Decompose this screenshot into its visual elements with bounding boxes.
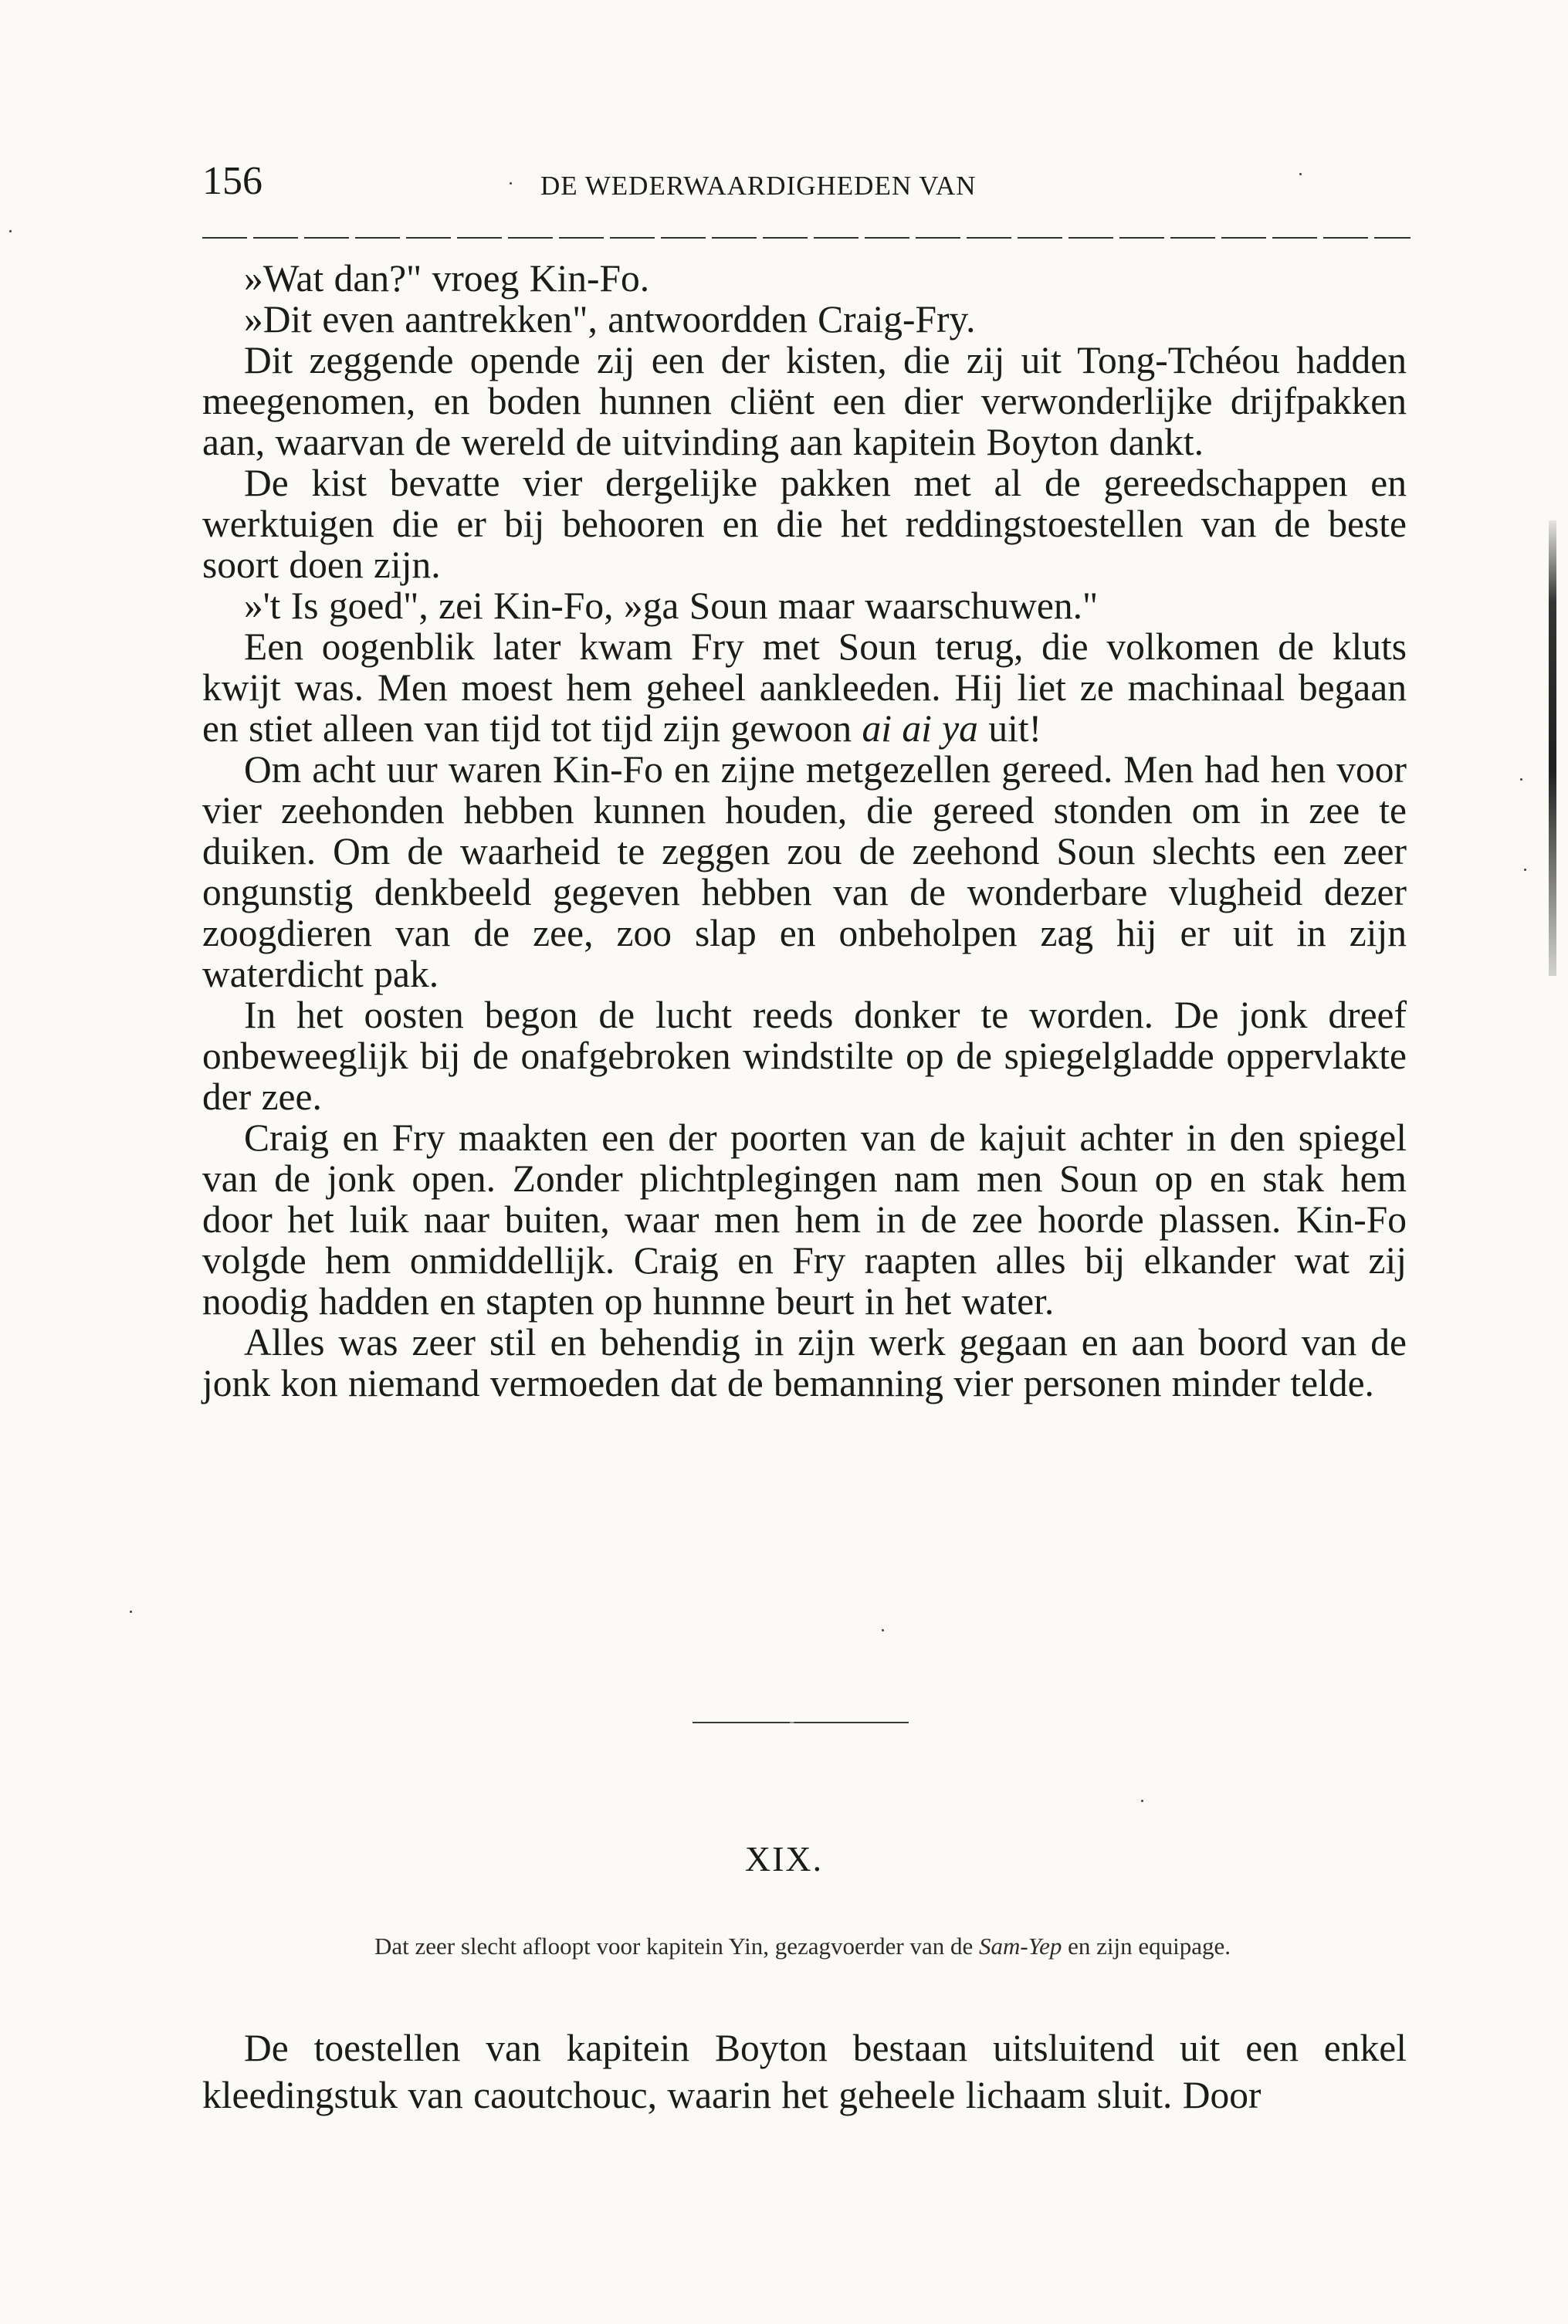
- chapter-number: XIX.: [744, 1839, 824, 1879]
- paper-speck: [130, 1611, 132, 1613]
- italic-phrase: ai ai ya: [862, 707, 978, 750]
- paper-speck: [1524, 869, 1526, 871]
- section-divider: [693, 1722, 909, 1723]
- paper-speck: [1520, 778, 1522, 781]
- opening-paragraph: De toestellen van kapitein Boyton bestaan uitsluitend uit een enkel kleedingstuk van caoutchouc, waarin het geheele lichaam sluit. Door: [202, 2027, 1407, 2116]
- paragraph: »Dit even aantrekken", antwoordden Craig-Fry.: [244, 298, 976, 340]
- paper-speck: [510, 182, 512, 185]
- paper-speck: [9, 230, 12, 232]
- paper-speck: [1141, 1800, 1143, 1802]
- chapter-subtitle-end: en zijn equipage.: [1062, 1933, 1231, 1960]
- main-text: [202, 258, 1407, 1404]
- paragraph: Craig en Fry maakten een der poorten van de kajuit achter in den spiegel van de jonk open. Zonder plichtplegingen nam men Soun op en stak hem door het luik naar buiten, waar men hem in de zee hoorde plassen. Kin-Fo volgde hem onmiddellijk. Craig en Fry raapten alles bij elkander wat zij noodig hadden en stapten op hunnne beurt in het water.: [202, 1116, 1407, 1323]
- paper-speck: [882, 1629, 884, 1631]
- running-head: DE WEDERWAARDIGHEDEN VAN: [540, 171, 977, 201]
- paragraph: [202, 626, 1407, 749]
- paragraph: De kist bevatte vier dergelijke pakken met al de gereedschappen en werktuigen die er bij behooren en die het reddingstoestellen van de beste soort doen zijn.: [202, 462, 1407, 586]
- paragraph: Dit zeggende opende zij een der kisten, die zij uit Tong-Tchéou hadden meegenomen, en boden hunnen cliënt een dier verwonderlijke drijfpakken aan, waarvan de wereld de uitvinding aan kapitein Boyton dankt.: [202, 339, 1407, 463]
- paper-speck: [1299, 173, 1302, 175]
- page-number: 156: [202, 159, 262, 203]
- chapter-subtitle-start: Dat zeer slecht afloopt voor kapitein Yin, gezagvoerder van de: [374, 1933, 979, 1960]
- paragraph: »Wat dan?" vroeg Kin-Fo.: [244, 257, 650, 300]
- page-header: [202, 158, 1407, 212]
- scan-edge-shadow: [1549, 520, 1556, 976]
- chapter-opening-text: [202, 2024, 1407, 2119]
- paragraph: In het oosten begon de lucht reeds donker te worden. De jonk dreef onbeweeglijk bij de onafgebroken windstilte op de spiegelgladde oppervlakte der zee.: [202, 994, 1407, 1118]
- chapter-subtitle: [198, 1930, 1407, 1963]
- ship-name: Sam-Yep: [979, 1933, 1062, 1960]
- header-rule: [202, 237, 1411, 239]
- paragraph-text: Een oogenblik later kwam Fry met Soun terug, die volkomen de kluts kwijt was. Men moest hem geheel aankleeden. Hij liet ze machinaal begaan en stiet alleen van tijd tot tijd zijn gewoon: [202, 625, 1407, 750]
- paragraph: Om acht uur waren Kin-Fo en zijne metgezellen gereed. Men had hen voor vier zeehonden hebben kunnen houden, die gereed stonden om in zee te duiken. Om de waarheid te zeggen zou de zeehond Soun slechts een zeer ongunstig denkbeeld gegeven hebben van de wonderbare vlugheid dezer zoogdieren van de zee, zoo slap en onbeholpen zag hij er uit in zijn waterdicht pak.: [202, 748, 1407, 995]
- paragraph: »'t Is goed", zei Kin-Fo, »ga Soun maar waarschuwen.": [244, 584, 1099, 627]
- paragraph-text-end: uit!: [988, 707, 1042, 750]
- paragraph: Alles was zeer stil en behendig in zijn werk gegaan en aan boord van de jonk kon niemand vermoeden dat de bemanning vier personen minder telde.: [202, 1321, 1407, 1404]
